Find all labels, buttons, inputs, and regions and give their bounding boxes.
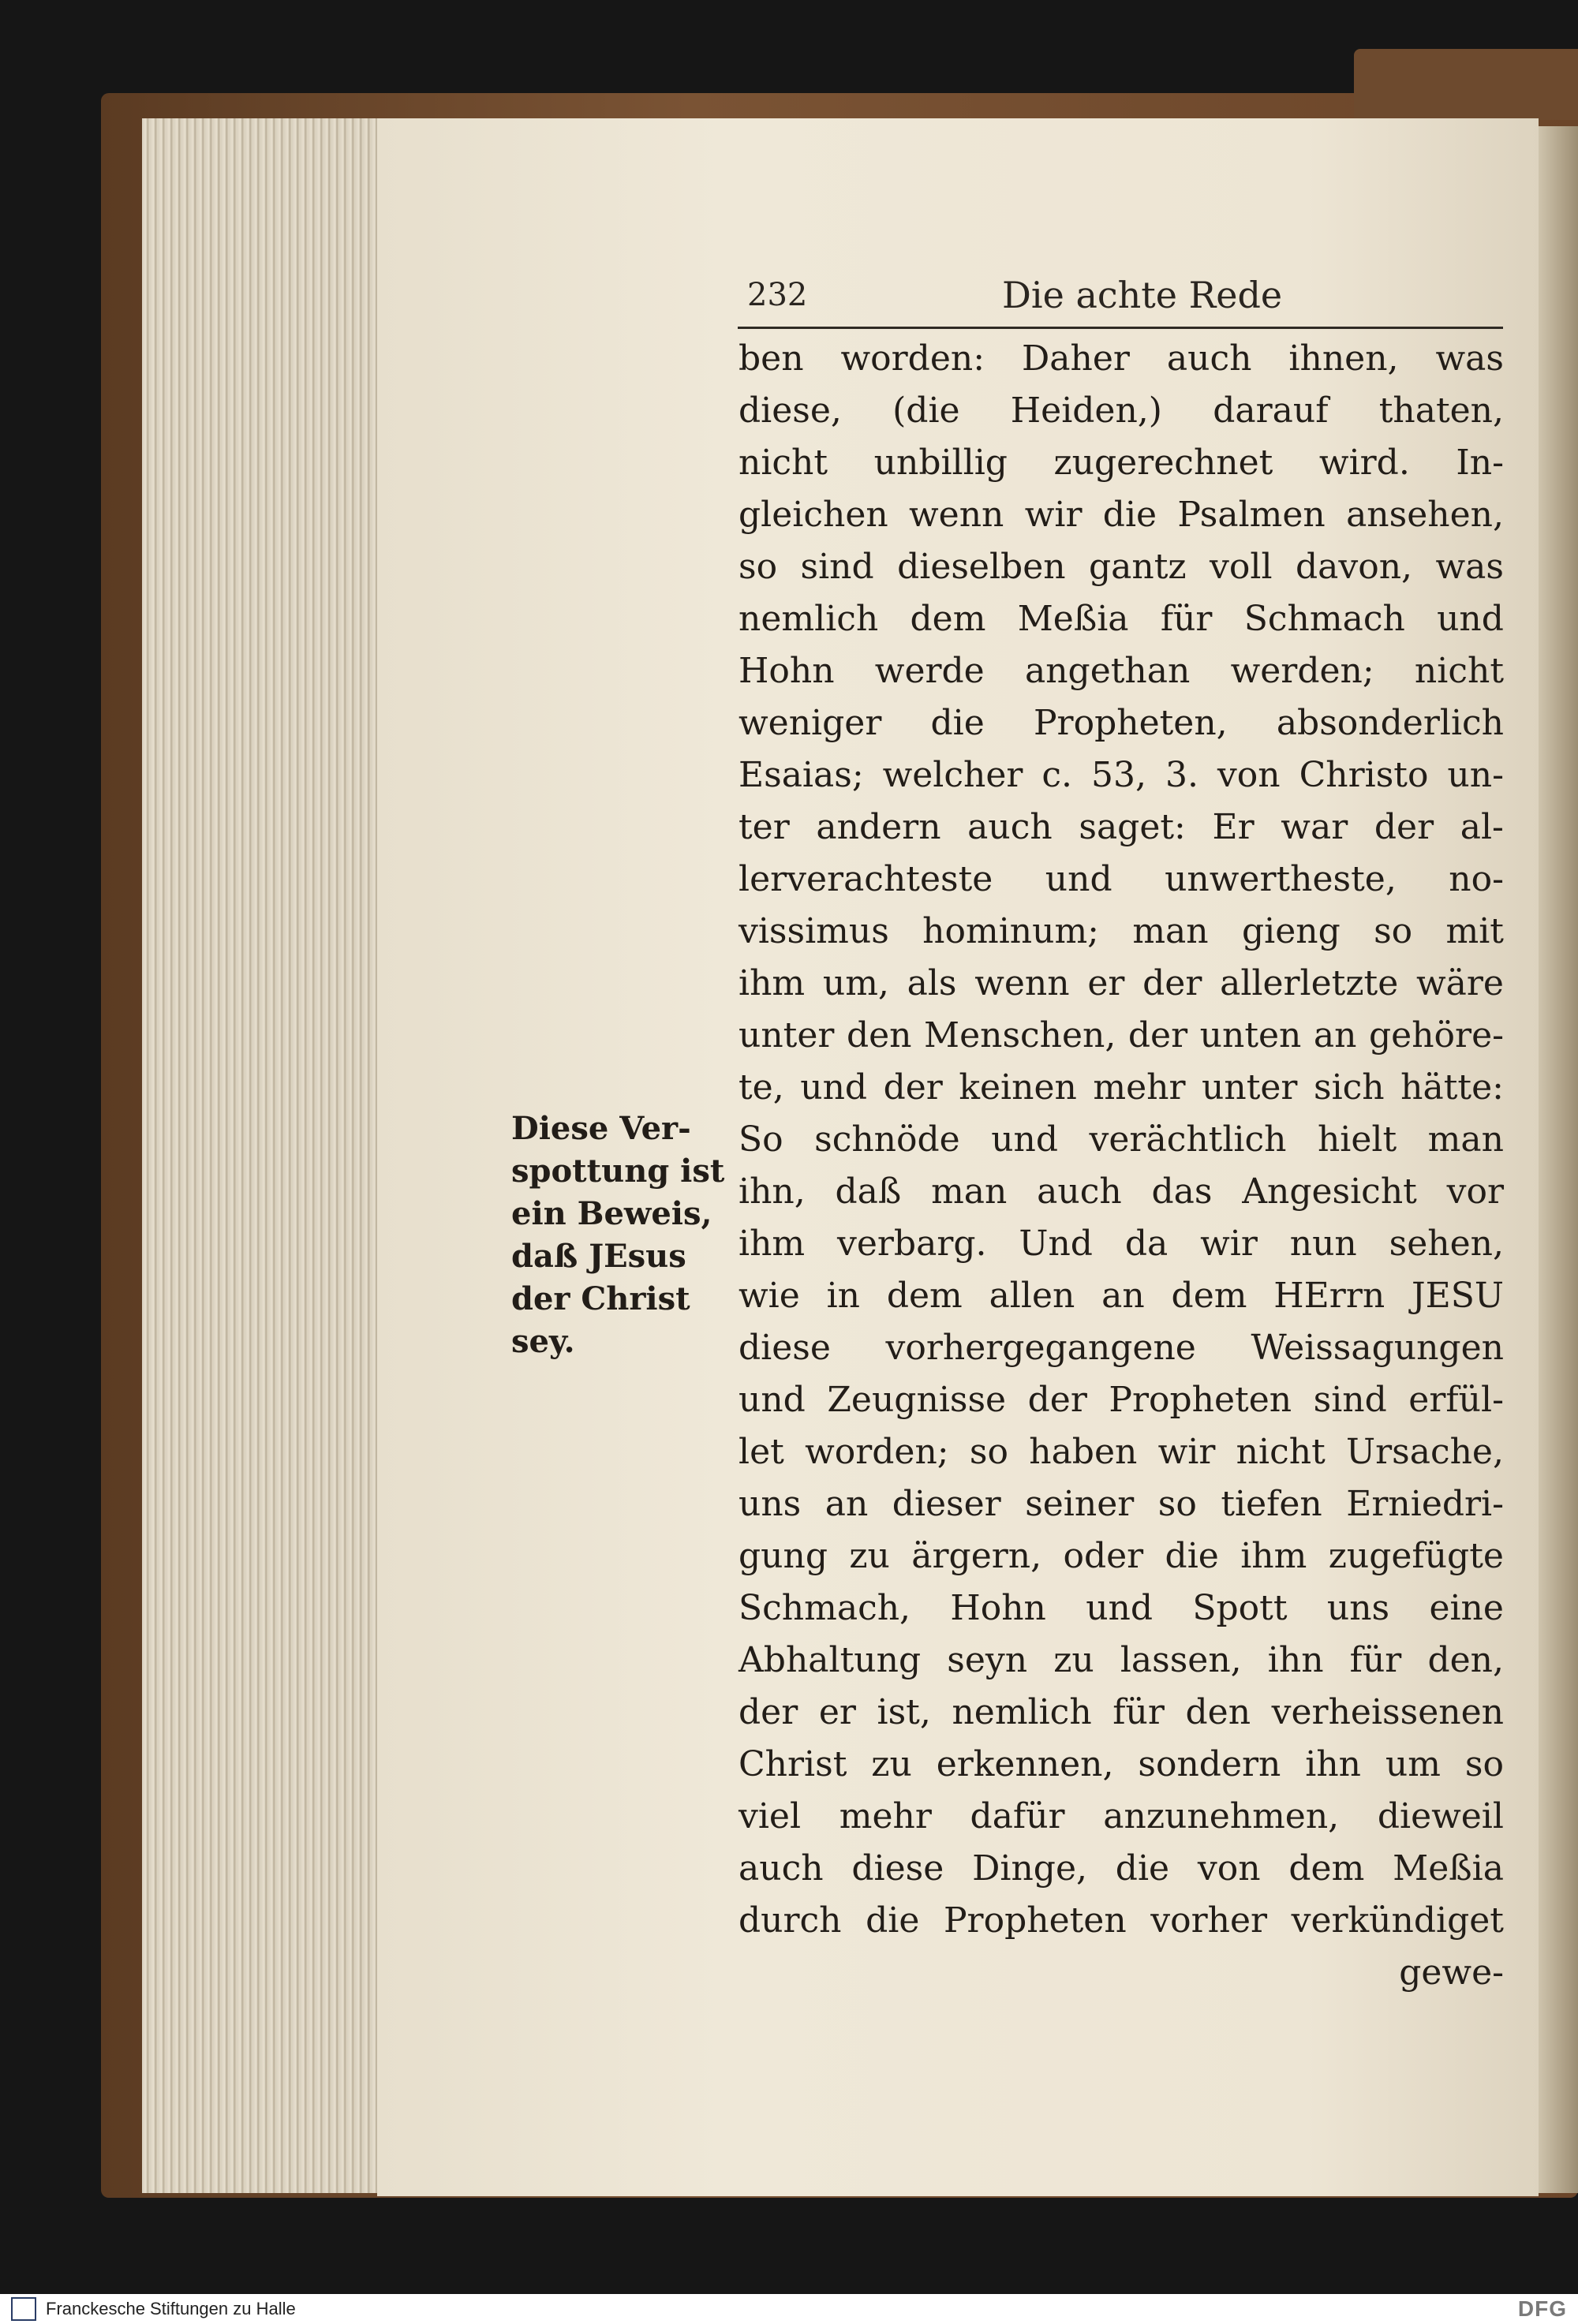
text-line: gung zu ärgern, oder die ihm zugefügte (739, 1536, 1504, 1576)
text-line: uns an dieser seiner so tiefen Erniedri- (739, 1484, 1504, 1524)
page-gutter-edge (1539, 126, 1578, 2193)
text-line: nicht unbillig zugerechnet wird. In- (739, 443, 1504, 483)
body-text (739, 333, 1504, 1999)
margin-note-line: der Christ (511, 1280, 690, 1317)
marginal-note (511, 1108, 732, 1363)
text-line: ihn, daß man auch das Angesicht vor (739, 1171, 1504, 1212)
text-line: nemlich dem Meßia für Schmach und (739, 599, 1504, 639)
text-line: te, und der keinen mehr unter sich hätte: (739, 1067, 1504, 1108)
text-line: Hohn werde angethan werden; nicht (739, 651, 1504, 691)
text-line: Schmach, Hohn und Spott uns eine (739, 1588, 1504, 1628)
margin-note-line: spottung ist (511, 1153, 725, 1190)
text-line: diese, (die Heiden,) darauf thaten, (739, 390, 1504, 431)
margin-note-line: sey. (511, 1323, 575, 1360)
text-line: der er ist, nemlich für den verheissenen (739, 1692, 1504, 1732)
page-number: 232 (747, 277, 808, 313)
text-line: ihm verbarg. Und da wir nun sehen, (739, 1224, 1504, 1264)
text-line: So schnöde und verächtlich hielt man (739, 1119, 1504, 1160)
text-line: ter andern auch saget: Er war der al- (739, 807, 1504, 847)
text-line: durch die Propheten vorher verkündiget (739, 1900, 1504, 1941)
institution-name: Franckesche Stiftungen zu Halle (46, 2299, 296, 2318)
text-line: viel mehr dafür anzunehmen, dieweil (739, 1796, 1504, 1836)
text-line: vissimus hominum; man gieng so mit (739, 911, 1504, 951)
text-line: ihm um, als wenn er der allerletzte wäre (739, 963, 1504, 1003)
text-line: unter den Menschen, der unten an gehöre- (739, 1015, 1504, 1056)
dfg-badge: DFG (1517, 2296, 1567, 2321)
margin-note-line: daß JEsus (511, 1238, 686, 1275)
book-cover-corner (1354, 49, 1578, 120)
running-title: Die achte Rede (1002, 274, 1283, 316)
footer-bar (0, 2294, 1578, 2324)
text-line: Christ zu erkennen, sondern ihn um so (739, 1744, 1504, 1784)
catchword: gewe- (1399, 1952, 1504, 1993)
margin-note-line: Diese Ver- (511, 1110, 691, 1147)
header-rule (738, 327, 1503, 329)
text-line: wie in dem allen an dem HErrn JESU (739, 1276, 1504, 1316)
margin-note-line: ein Beweis, (511, 1195, 712, 1232)
text-line: Esaias; welcher c. 53, 3. von Christo un- (739, 755, 1504, 795)
text-line: lerverachteste und unwertheste, no- (739, 859, 1504, 899)
text-line: so sind dieselben gantz voll davon, was (739, 547, 1504, 587)
text-line: Abhaltung seyn zu lassen, ihn für den, (739, 1640, 1504, 1680)
page-edges (142, 118, 381, 2193)
text-line: diese vorhergegangene Weissagungen (739, 1328, 1504, 1368)
text-line: gleichen wenn wir die Psalmen ansehen, (739, 495, 1504, 535)
text-line: weniger die Propheten, absonderlich (739, 703, 1504, 743)
text-line: let worden; so haben wir nicht Ursache, (739, 1432, 1504, 1472)
text-line: auch diese Dinge, die von dem Meßia (739, 1848, 1504, 1889)
text-line: ben worden: Daher auch ihnen, was (739, 338, 1504, 379)
institution-logo-icon (11, 2297, 36, 2321)
page-header (738, 271, 1503, 326)
text-line: und Zeugnisse der Propheten sind erfül- (739, 1380, 1504, 1420)
